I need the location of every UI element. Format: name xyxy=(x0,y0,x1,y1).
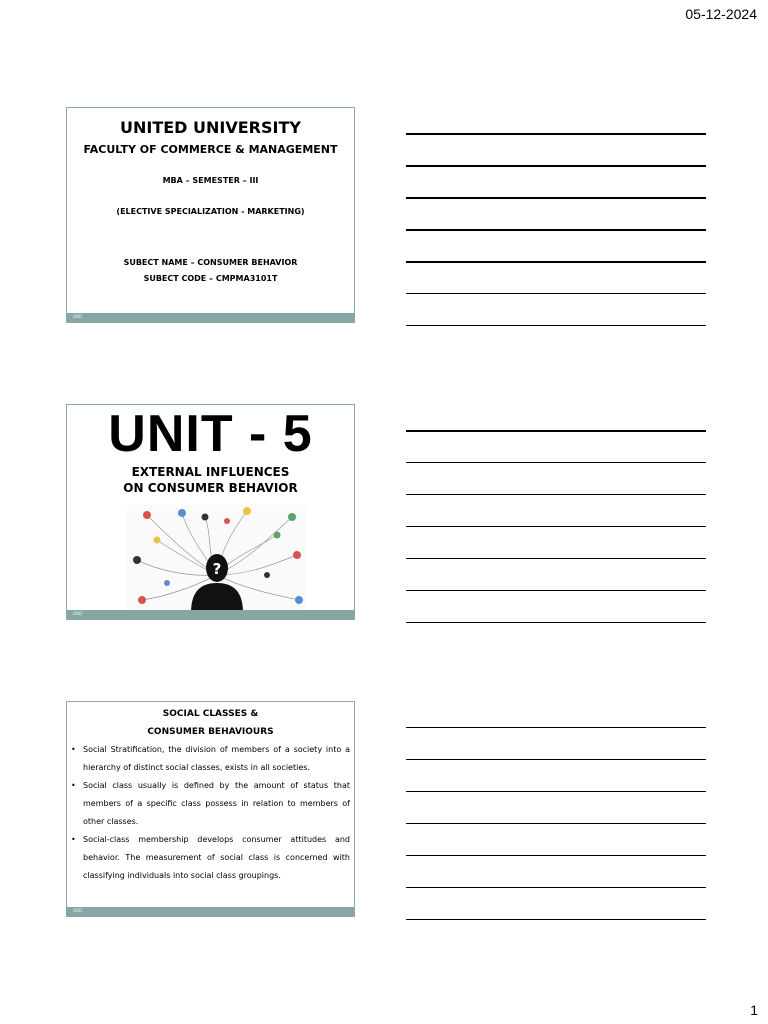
specialization-label: (ELECTIVE SPECIALIZATION - MARKETING) xyxy=(116,207,305,216)
consumer-influences-illustration xyxy=(127,505,307,615)
svg-text:?: ? xyxy=(212,560,222,578)
university-name: UNITED UNIVERSITY xyxy=(120,118,301,137)
note-lines xyxy=(406,133,706,357)
note-lines xyxy=(406,430,706,654)
slide-footer-bar xyxy=(67,313,354,322)
subject-name: SUBECT NAME – CONSUMER BEHAVIOR xyxy=(123,258,298,267)
slide-footer-bar xyxy=(67,907,354,916)
slide-footer-label: DND xyxy=(73,908,83,913)
bullet-list xyxy=(67,741,354,885)
unit-subtitle-line1: EXTERNAL INFLUENCES xyxy=(131,465,290,479)
page-number: 1 xyxy=(750,1002,758,1018)
unit-slide xyxy=(66,404,355,620)
subject-code: SUBECT CODE – CMPMA3101T xyxy=(143,274,278,283)
page-date: 05-12-2024 xyxy=(685,6,757,22)
program-label: MBA – SEMESTER – III xyxy=(162,176,259,185)
slide-footer-bar xyxy=(67,610,354,619)
bullet-item: • Social class usually is defined by the amount of status that members of a specific class possess in relation to members of other classes. xyxy=(83,777,350,831)
faculty-name: FACULTY OF COMMERCE & MANAGEMENT xyxy=(83,143,338,156)
slide-heading-line2: CONSUMER BEHAVIOURS xyxy=(147,727,274,737)
unit-subtitle-line2: ON CONSUMER BEHAVIOR xyxy=(123,481,298,495)
bullet-item: • Social Stratification, the division of members of a society into a hierarchy of distinct social classes, exists in all societies. xyxy=(83,741,350,777)
social-classes-slide xyxy=(66,701,355,917)
slide-heading-line1: SOCIAL CLASSES & xyxy=(162,709,259,719)
slide-footer-label: DND xyxy=(73,314,83,319)
title-slide xyxy=(66,107,355,323)
bullet-item: • Social-class membership develops consumer attitudes and behavior. The measurement of social class is concerned with classifying individuals into social class groupings. xyxy=(83,831,350,885)
note-lines xyxy=(406,727,706,951)
unit-heading: UNIT - 5 xyxy=(108,405,313,463)
slide-footer-label: DND xyxy=(73,611,83,616)
